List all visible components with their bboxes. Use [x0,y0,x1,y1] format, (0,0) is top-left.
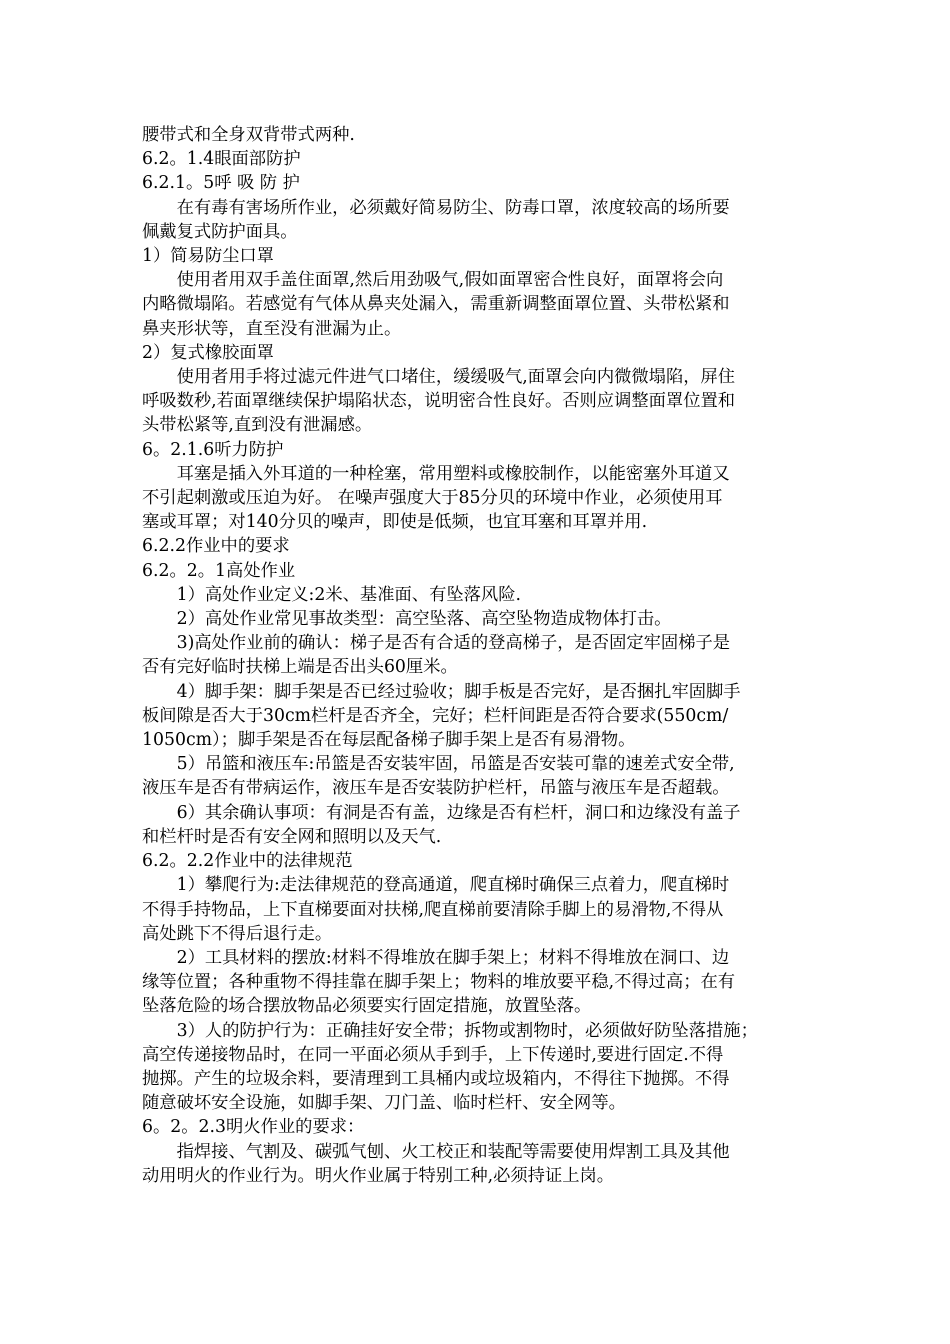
text-line: 3)高处作业前的确认：梯子是否有合适的登高梯子，是否固定牢固梯子是 [176,633,731,654]
text-line: 4）脚手架：脚手架是否已经过验收；脚手板是否完好，是否捆扎牢固脚手 [176,681,741,702]
text-line: 抛掷。产生的垃圾余料，要清理到工具桶内或垃圾箱内，不得往下抛掷。不得 [142,1068,730,1089]
document-body [142,123,814,1188]
text-line: 耳塞是插入外耳道的一种栓塞，常用塑料或橡胶制作，以能密塞外耳道又 [176,463,730,484]
text-line: 腰带式和全身双背带式两种. [142,125,355,145]
text-line: 6.2。1.4眼面部防护 [142,149,301,170]
text-line: 佩戴复式防护面具。 [142,221,298,242]
text-line: 1）高处作业定义:2米、基准面、有坠落风险. [176,584,521,605]
text-line: 否有完好临时扶梯上端是否出头60厘米。 [142,657,458,678]
text-line: 不引起刺激或压迫为好。 在噪声强度大于85分贝的环境中作业，必须使用耳 [142,488,723,509]
text-line: 在有毒有害场所作业，必须戴好简易防尘、防毒口罩，浓度较高的场所要 [176,197,730,218]
text-line: 动用明火的作业行为。明火作业属于特别工种,必须持证上岗。 [142,1165,615,1186]
text-line: 2）复式橡胶面罩 [142,342,274,363]
text-line: 不得手持物品，上下直梯要面对扶梯,爬直梯前要清除手脚上的易滑物,不得从 [142,899,724,920]
text-line: 6）其余确认事项：有洞是否有盖，边缘是否有栏杆，洞口和边缘没有盖子 [176,802,741,823]
text-line: 坠落危险的场合摆放物品必须要实行固定措施，放置坠落。 [142,996,592,1017]
text-line: 6.2.2作业中的要求 [142,536,290,557]
text-line: 液压车是否有带病运作，液压车是否安装防护栏杆，吊篮与液压车是否超载。 [142,778,730,799]
text-line: 6.2。2。1高处作业 [142,560,296,581]
text-line: 使用者用手将过滤元件进气口堵住，缓缓吸气,面罩会向内微微塌陷，屏住 [176,367,736,388]
text-line: 高处跳下不得后退行走。 [142,923,333,944]
text-line: 板间隙是否大于30cm栏杆是否齐全，完好；栏杆间距是否符合要求(550cm/ [142,705,729,726]
text-line: 塞或耳罩；对140分贝的噪声，即使是低频，也宜耳塞和耳罩并用. [142,512,648,533]
text-line: 指焊接、气割及、碳弧气刨、火工校正和装配等需要使用焊割工具及其他 [176,1141,730,1162]
text-line: 缘等位置；各种重物不得挂靠在脚手架上；物料的堆放要平稳,不得过高；在有 [142,972,736,993]
text-line: 1）攀爬行为:走法律规范的登高通道，爬直梯时确保三点着力，爬直梯时 [176,875,730,896]
text-line: 1050cm）；脚手架是否在每层配备梯子脚手架上是否有易滑物。 [142,730,636,751]
text-line: 呼吸数秒,若面罩继续保护塌陷状态，说明密合性良好。否则应调整面罩位置和 [142,391,736,412]
text-line: 高空传递接物品时，在同一平面必须从手到手，上下传递时,要进行固定.不得 [142,1044,724,1065]
text-line: 头带松紧等,直到没有泄漏感。 [142,415,373,436]
text-line: 使用者用双手盖住面罩,然后用劲吸气,假如面罩密合性良好，面罩将会向 [176,270,724,291]
text-line: 内略微塌陷。若感觉有气体从鼻夹处漏入，需重新调整面罩位置、头带松紧和 [142,294,730,315]
text-line: 3）人的防护行为：正确挂好安全带；拆物或割物时，必须做好防坠落措施； [176,1020,758,1041]
text-line: 随意破坏安全设施，如脚手架、刀门盖、临时栏杆、安全网等。 [142,1093,626,1114]
text-line: 6。2。2.3明火作业的要求： [142,1117,365,1138]
text-line: 鼻夹形状等，直至没有泄漏为止。 [142,318,402,339]
text-line: 和栏杆时是否有安全网和照明以及天气. [142,826,442,847]
text-line: 6.2.1。5呼 吸 防 护 [142,173,300,194]
text-line: 5）吊篮和液压车:吊篮是否安装牢固，吊篮是否安装可靠的速差式安全带, [176,754,735,775]
text-line: 6.2。2.2作业中的法律规范 [142,851,353,872]
text-line: 2）高处作业常见事故类型：高空坠落、高空坠物造成物体打击。 [176,609,672,630]
text-line: 1）简易防尘口罩 [142,246,274,267]
text-line: 2）工具材料的摆放:材料不得堆放在脚手架上；材料不得堆放在洞口、边 [176,947,730,968]
text-line: 6。2.1.6听力防护 [142,439,284,460]
